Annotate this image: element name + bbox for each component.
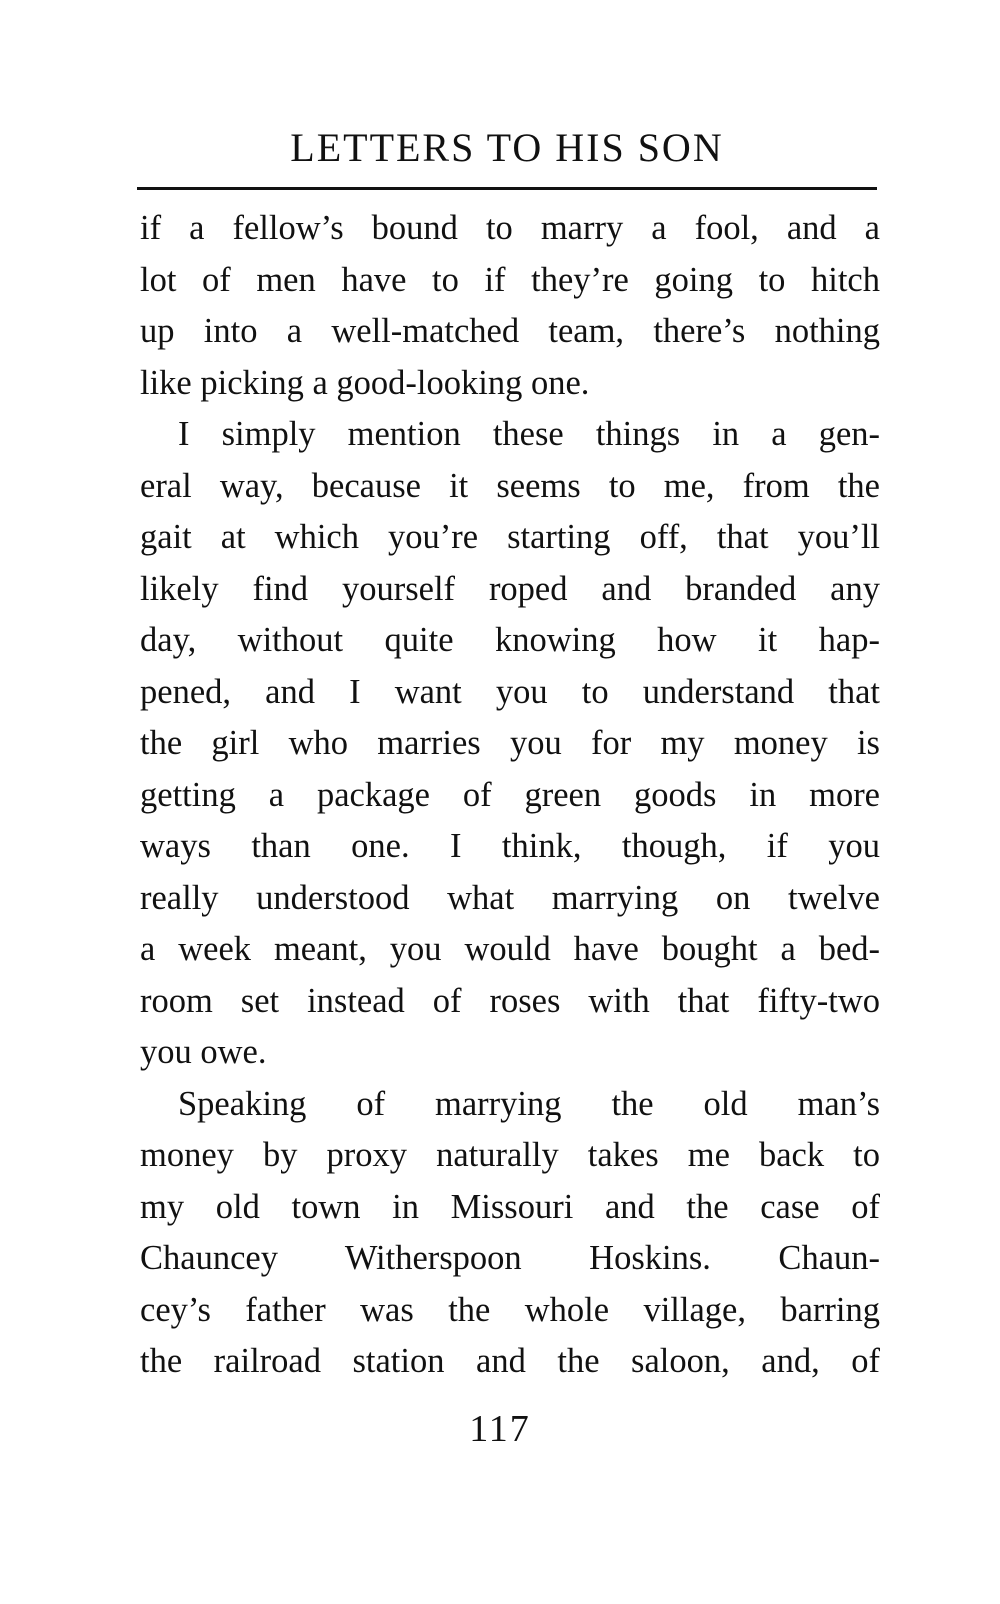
text-line: the railroad station and the saloon, and, of xyxy=(140,1342,880,1380)
text-line: getting a package of green goods in more xyxy=(140,775,880,814)
text-line: likely find yourself roped and branded any xyxy=(140,569,880,608)
text-line: if a fellow’s bound to marry a fool, and a xyxy=(140,209,880,247)
header-rule xyxy=(137,187,877,190)
text-line: you owe. xyxy=(140,1033,267,1071)
text-line: like picking a good-looking one. xyxy=(140,363,590,402)
text-line: really understood what marrying on twelve xyxy=(140,878,880,917)
text-line: I simply mention these things in a gen- xyxy=(178,415,880,453)
page-number: 117 xyxy=(469,1408,531,1450)
text-line: Speaking of marrying the old man’s xyxy=(178,1084,880,1123)
text-line: cey’s father was the whole village, barring xyxy=(140,1290,880,1329)
text-line: room set instead of roses with that fifty-two xyxy=(140,981,880,1020)
text-line: ways than one. I think, though, if you xyxy=(140,827,880,865)
text-line: lot of men have to if they’re going to hitch xyxy=(140,260,880,299)
text-line: gait at which you’re starting off, that you’ll xyxy=(140,518,880,556)
text-line: Chauncey Witherspoon Hoskins. Chaun- xyxy=(140,1239,880,1277)
running-head: LETTERS TO HIS SON xyxy=(290,125,724,170)
text-line: money by proxy naturally takes me back to xyxy=(140,1136,880,1174)
text-line: up into a well-matched team, there’s nothing xyxy=(140,312,880,350)
text-line: a week meant, you would have bought a bed- xyxy=(140,930,880,968)
text-line: pened, and I want you to understand that xyxy=(140,672,880,711)
text-line: eral way, because it seems to me, from the xyxy=(140,466,880,505)
text-line: the girl who marries you for my money is xyxy=(140,724,880,762)
body-text xyxy=(140,203,880,1388)
text-line: day, without quite knowing how it hap- xyxy=(140,621,880,659)
text-line: my old town in Missouri and the case of xyxy=(140,1187,880,1226)
